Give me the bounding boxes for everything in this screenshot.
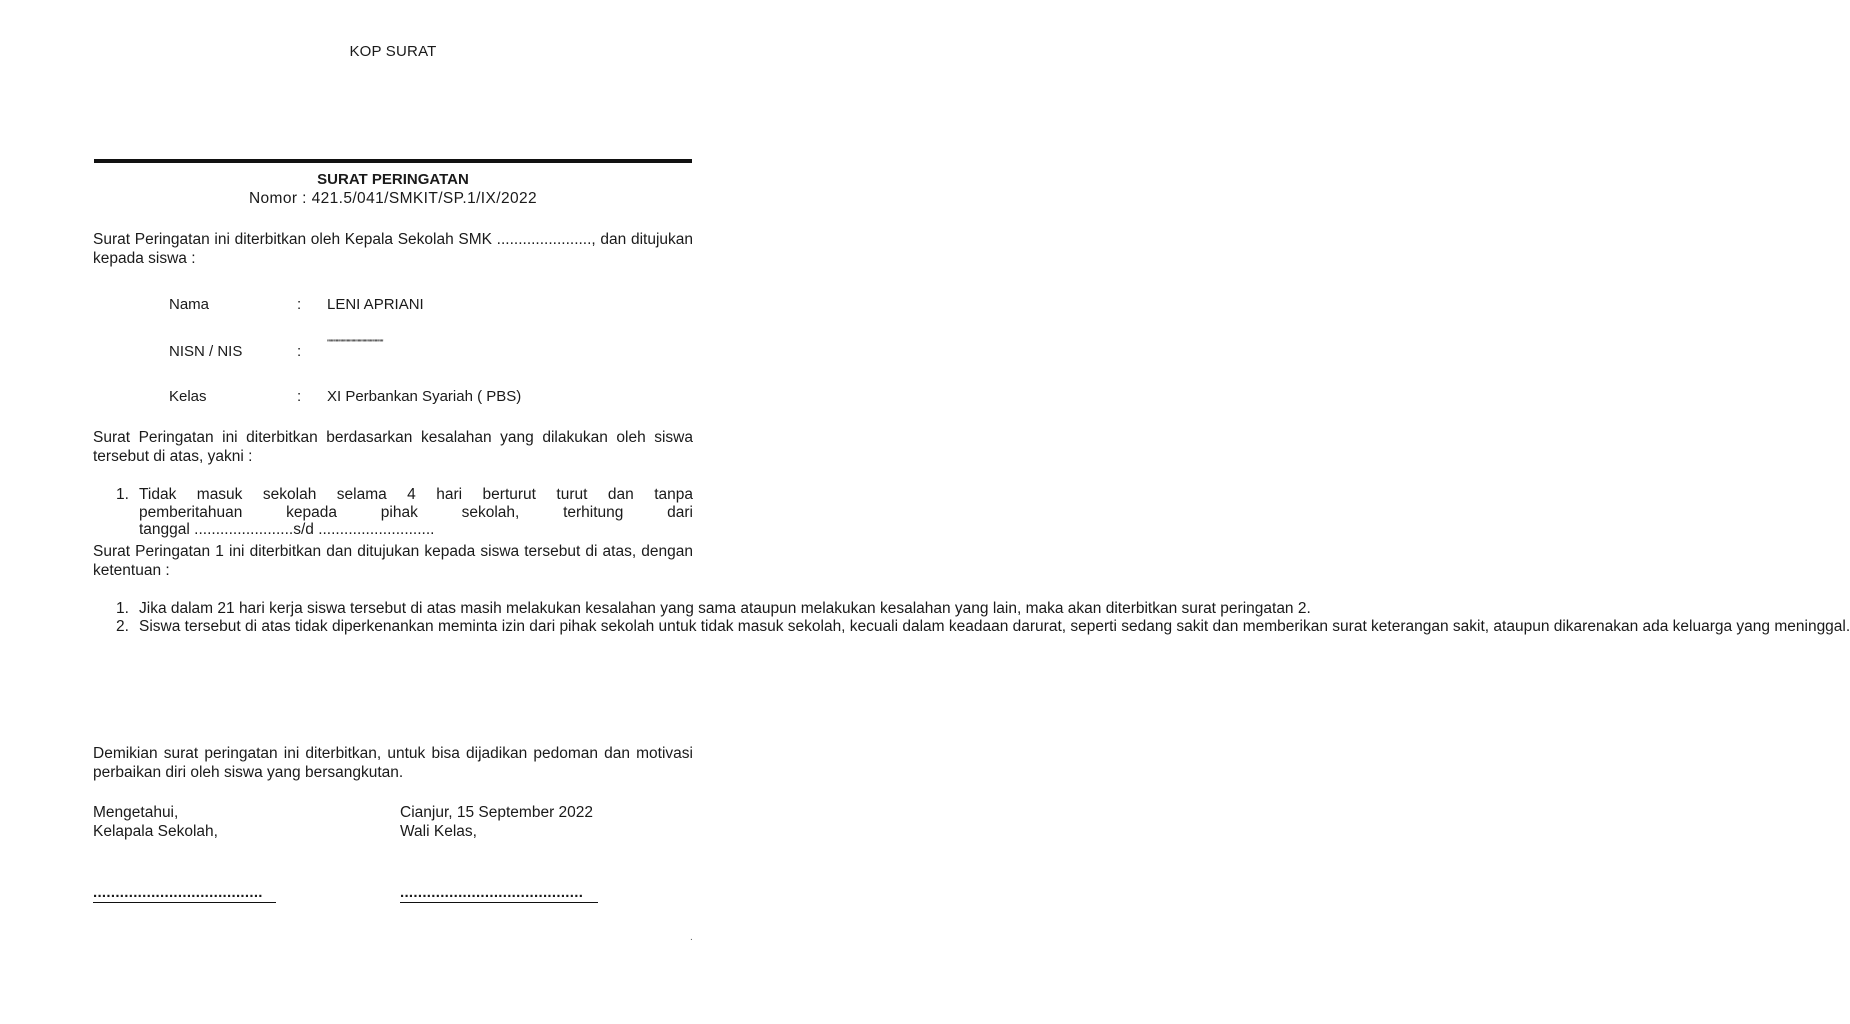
field-value-kelas: XI Perbankan Syariah ( PBS) <box>327 388 522 405</box>
signature-underline-left <box>93 902 276 903</box>
field-label-nama: Nama <box>169 296 210 313</box>
list-item <box>93 617 1850 636</box>
signature-right-line2: Wali Kelas, <box>400 823 477 840</box>
signature-left-line2: Kelapala Sekolah, <box>93 823 218 840</box>
list-item <box>93 486 693 539</box>
letterhead-divider <box>94 159 692 163</box>
field-colon: : <box>297 343 302 360</box>
list-item-line: tanggal .......................s/d ........................... <box>139 521 435 538</box>
letter-title: SURAT PERINGATAN <box>317 171 469 188</box>
list-item-number: 2. <box>116 617 129 635</box>
signature-name-right: ......................................... <box>400 884 584 901</box>
list-item-text: Siswa tersebut di atas tidak diperkenankan meminta izin dari pihak sekolah untuk tidak masuk sekolah, kecuali dalam keadaan darurat, seperti sedang sakit dan memberikan surat keterangan sakit, ataupun dikarenakan ada keluarga yang meninggal. <box>139 617 1850 635</box>
letter-number: Nomor : 421.5/041/SMKIT/SP.1/IX/2022 <box>248 190 538 207</box>
closing-paragraph: Demikian surat peringatan ini diterbitkan, untuk bisa dijadikan pedoman dan motivasi perbaikan diri oleh siswa yang bersangkutan. <box>93 745 693 781</box>
reason-list <box>93 486 693 539</box>
field-value-nisn: '''''''''''''''''''''''''''''''''''''''''''''' <box>327 338 384 348</box>
intro-paragraph: Surat Peringatan ini diterbitkan oleh Kepala Sekolah SMK ......................, dan ditujukan kepada siswa : <box>93 231 693 267</box>
field-colon: : <box>297 296 302 313</box>
signature-right-line1: Cianjur, 15 September 2022 <box>400 804 594 821</box>
signature-name-left: ...................................... <box>93 884 263 901</box>
corner-mark: . <box>690 932 693 943</box>
list-item-number: 1. <box>116 600 129 617</box>
list-item <box>93 600 1311 618</box>
signature-underline-right <box>400 902 598 903</box>
signature-left-line1: Mengetahui, <box>93 804 179 821</box>
list-item-number: 1. <box>116 486 129 503</box>
list-item-line: Tidak masuk sekolah selama 4 hari berturut turut dan tanpa <box>139 486 693 503</box>
field-value-nama: LENI APRIANI <box>327 296 424 313</box>
field-colon: : <box>297 388 302 405</box>
letterhead-placeholder: KOP SURAT <box>349 43 437 60</box>
list-item-text: Jika dalam 21 hari kerja siswa tersebut di atas masih melakukan kesalahan yang sama ataupun melakukan kesalahan yang lain, maka akan diterbitkan surat peringatan 2. <box>139 600 1311 617</box>
list-item-line: pemberitahuan kepada pihak sekolah, terhitung dari <box>139 503 693 521</box>
field-label-nisn: NISN / NIS <box>169 343 243 360</box>
field-label-kelas: Kelas <box>169 388 207 405</box>
conditions-intro-paragraph: Surat Peringatan 1 ini diterbitkan dan ditujukan kepada siswa tersebut di atas, dengan ketentuan : <box>93 543 693 579</box>
reason-intro-paragraph: Surat Peringatan ini diterbitkan berdasarkan kesalahan yang dilakukan oleh siswa tersebut di atas, yakni : <box>93 429 693 465</box>
conditions-list <box>93 600 1850 635</box>
